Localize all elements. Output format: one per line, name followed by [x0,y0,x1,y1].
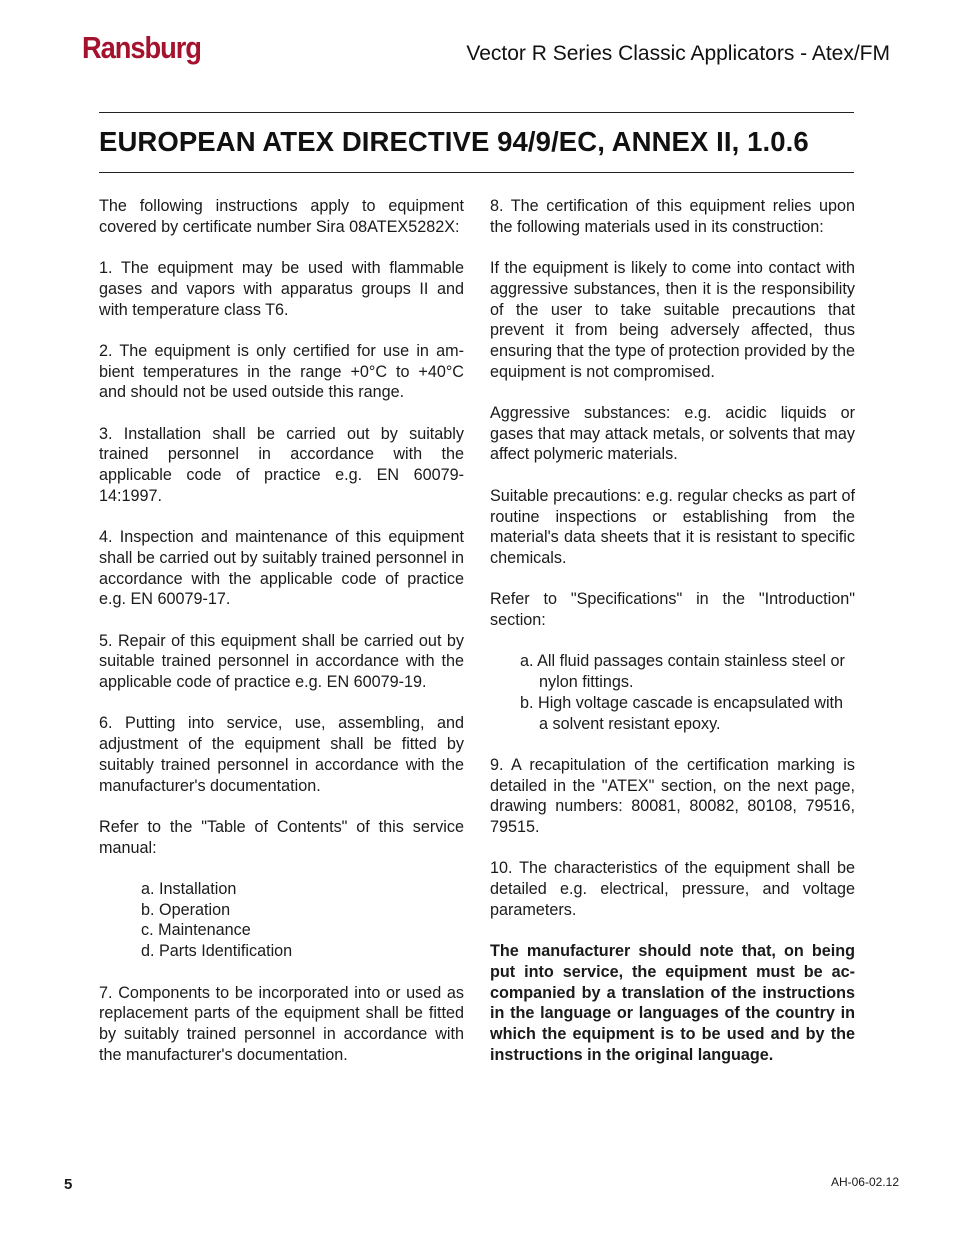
instruction-6: 6. Putting into service, use, assembling, and adjustment of the equipment shall be fitted by suitably trained personnel in accordance with the manufacturer's documentation. [99,714,464,795]
section-heading: EUROPEAN ATEX DIRECTIVE 94/9/EC, ANNEX II, 1.0.6 [99,126,809,157]
instruction-7: 7. Components to be incorporated into or used as replacement parts of the equipment shall be fitted by suitably trained personnel in accordance with the manufacturer's documentation. [99,983,464,1064]
materials-list [490,651,855,734]
intro-paragraph: The following instructions apply to equipment covered by certificate number Sira 08ATEX5282X: [99,197,464,236]
instruction-10: 10. The characteristics of the equipment shall be detailed e.g. electrical, pressure, and voltage parameters. [490,859,855,919]
materials-item: a. All fluid passages contain stainless steel or nylon fittings. [520,652,845,692]
instruction-5: 5. Repair of this equipment shall be carried out by suitable trained personnel in accordance with the applicable code of practice e.g. EN 60079-19. [99,631,464,692]
instruction-1: 1. The equipment may be used with flammable gases and vapors with apparatus groups II and with temperature class T6. [99,259,464,319]
instruction-9: 9. A recapitulation of the certification marking is detailed in the "ATEX" section, on the next page, drawing numbers: 80081, 80082, 80108, 79516, 79515. [490,755,855,836]
document-title: Vector R Series Classic Applicators - Atex/FM [466,42,890,65]
instruction-8: 8. The certification of this equipment relies upon the following materials used in its construction: [490,197,855,236]
aggressive-substances-paragraph: If the equipment is likely to come into contact with aggressive substances, then it is the responsibility of the user to take suitable precautions that prevent it from being adversely affected, thus ensuring that the type of protection provided by the equipment is not compromised. [490,259,855,381]
instruction-3: 3. Installation shall be carried out by suitably trained personnel in accordance with the applicable code of practice e.g. EN 60079-14:1997. [99,424,464,505]
specifications-reference: Refer to "Specifications" in the "Introduction" section: [490,590,855,629]
instruction-4: 4. Inspection and maintenance of this equipment shall be carried out by suitably trained personnel in accordance with the applicable code of practice e.g. EN 60079-17. [99,528,464,609]
heading-top-rule [99,112,854,113]
toc-item: b. Operation [141,900,231,919]
instruction-2: 2. The equipment is only certified for use in am-bient temperatures in the range +0°C to +40°C and should not be used outside this range. [99,341,464,402]
brand-logo: Ransburg [82,30,201,65]
document-code: AH-06-02.12 [830,1175,899,1189]
page-number: 5 [64,1176,73,1193]
toc-item: a. Installation [141,880,237,899]
toc-item: d. Parts Identification [141,942,293,961]
manufacturer-notice: The manufacturer should note that, on being put into service, the equipment must be ac-companied by a translation of the instructions in the language or languages of the country in which the equipment is to be used and by the instructions in the original language. [490,942,855,1064]
toc-list [99,879,464,962]
toc-item: c. Maintenance [141,921,251,940]
heading-bottom-rule [99,172,854,173]
toc-reference: Refer to the "Table of Contents" of this service manual: [99,817,464,857]
materials-item: b. High voltage cascade is encapsulated with a solvent resistant epoxy. [520,693,844,733]
suitable-precautions-definition: Suitable precautions: e.g. regular checks as part of routine inspections or establishing from the material's data sheets that it is resistant to specific chemicals. [490,486,855,567]
aggressive-substances-definition: Aggressive substances: e.g. acidic liquids or gases that may attack metals, or solvents that may affect polymeric materials. [490,404,855,464]
right-column [490,196,855,1086]
left-column [99,196,464,1086]
